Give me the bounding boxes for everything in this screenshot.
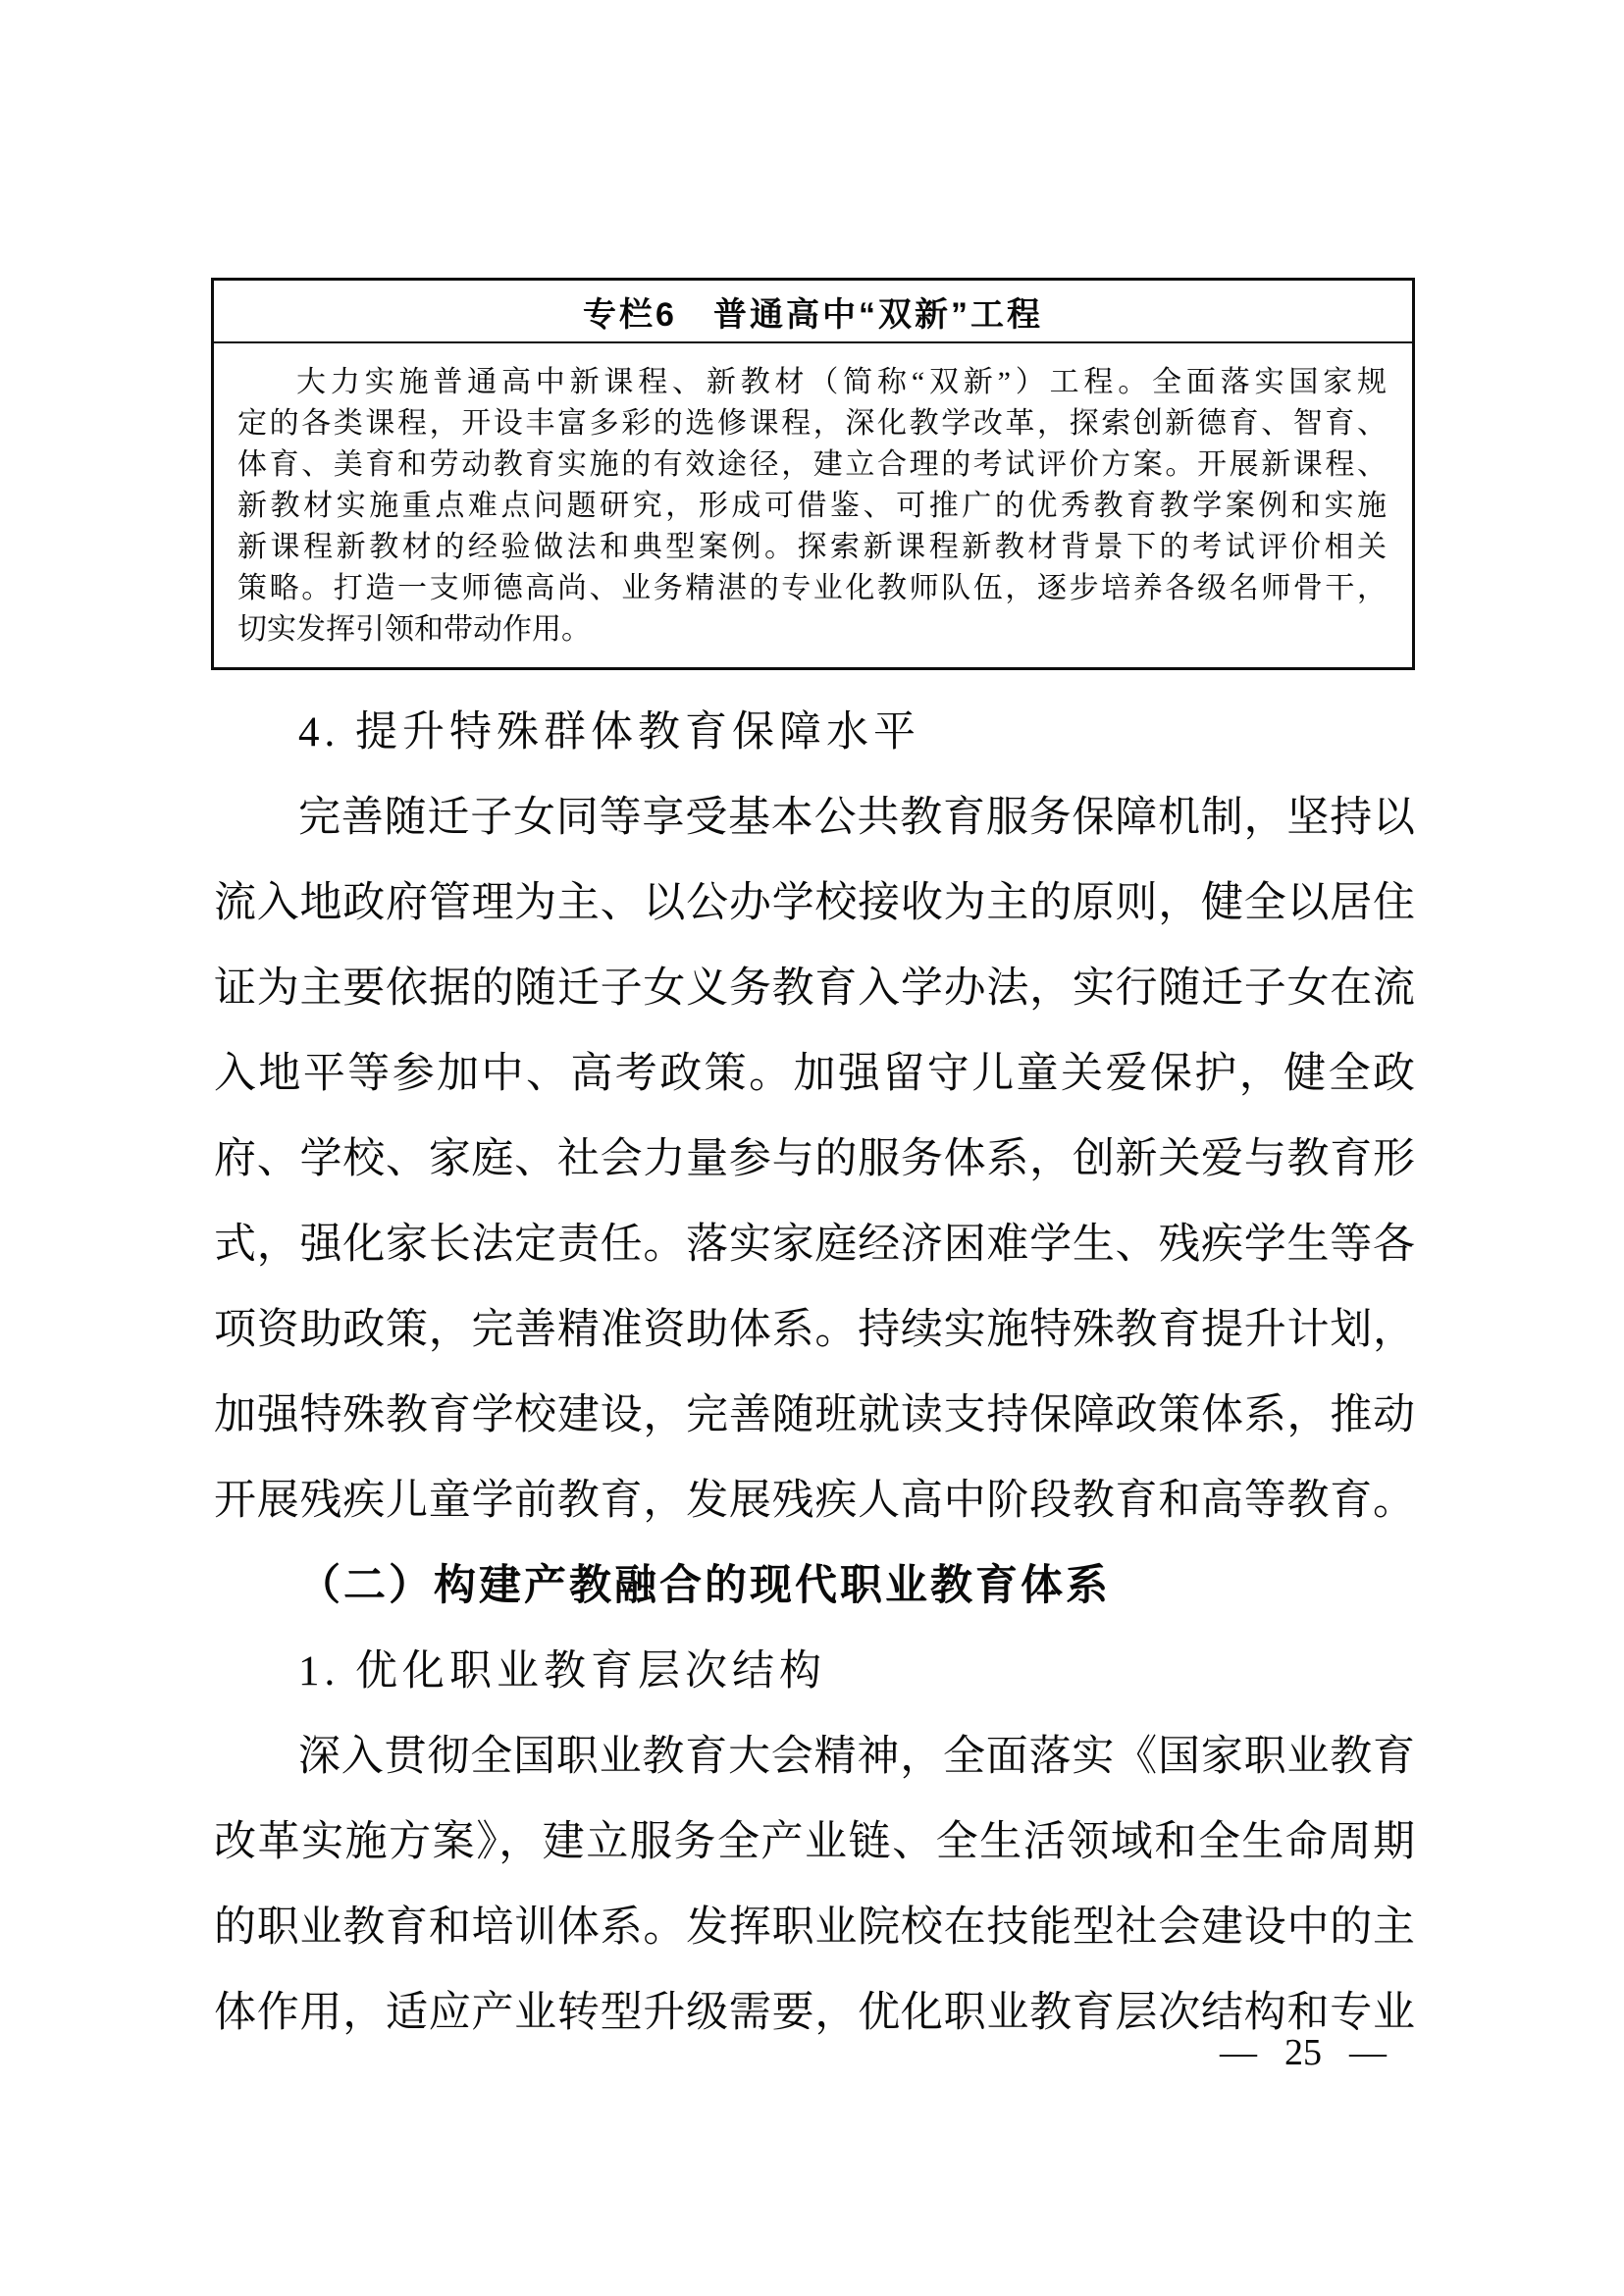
text-line: 的职业教育和培训体系。发挥职业院校在技能型社会建设中的主 [214,1905,1415,1951]
text-line: 新课程新教材的经验做法和典型案例。探索新课程新教材背景下的考试评价相关 [237,531,1387,563]
subsection-heading: 1. 优化职业教育层次结构 [298,1648,826,1695]
text-line: 策略。打造一支师德高尚、业务精湛的专业化教师队伍，逐步培养各级名师骨干， [237,572,1387,604]
page-number-dash-right: — [1349,2032,1387,2073]
text-line: 流入地政府管理为主、以公办学校接收为主的原则，健全以居住 [214,880,1415,926]
column-box-body [214,343,1412,651]
body-text [214,690,1415,2056]
text-line: 项资助政策，完善精准资助体系。持续实施特殊教育提升计划， [214,1307,1415,1353]
text-line: 体作用，适应产业转型升级需要，优化职业教育层次结构和专业 [214,1990,1415,2036]
text-line: 体育、美育和劳动教育实施的有效途径，建立合理的考试评价方案。开展新课程、 [237,448,1387,481]
text-line: 完善随迁子女同等享受基本公共教育服务保障机制，坚持以 [298,795,1415,841]
text-line: 新教材实施重点难点问题研究，形成可借鉴、可推广的优秀教育教学案例和实施 [237,490,1387,522]
page-number [1220,2029,1387,2076]
page-number-value: 25 [1284,2032,1322,2073]
subsection-heading: 4. 提升特殊群体教育保障水平 [298,709,920,756]
text-line: 府、学校、家庭、社会力量参与的服务体系，创新关爱与教育形 [214,1136,1415,1182]
column-box-title: 专栏6 普通高中“双新”工程 [214,281,1412,343]
text-line: 大力实施普通高中新课程、新教材（简称“双新”）工程。全面落实国家规 [296,366,1387,398]
text-line: 证为主要依据的随迁子女义务教育入学办法，实行随迁子女在流 [214,965,1415,1012]
text-line: 深入贯彻全国职业教育大会精神，全面落实《国家职业教育 [298,1734,1415,1780]
text-line: 切实发挥引领和带动作用。 [237,613,591,646]
text-line: 定的各类课程，开设丰富多彩的选修课程，深化教学改革，探索创新德育、智育、 [237,407,1387,440]
section-heading: （二）构建产教融合的现代职业教育体系 [298,1563,1111,1609]
text-line: 开展残疾儿童学前教育，发展残疾人高中阶段教育和高等教育。 [214,1478,1415,1524]
text-line: 入地平等参加中、高考政策。加强留守儿童关爱保护，健全政 [214,1051,1415,1097]
text-line: 加强特殊教育学校建设，完善随班就读支持保障政策体系，推动 [214,1392,1415,1438]
text-line: 改革实施方案》，建立服务全产业链、全生活领域和全生命周期 [214,1819,1415,1865]
page-number-dash-left: — [1220,2032,1257,2073]
text-line: 式，强化家长法定责任。落实家庭经济困难学生、残疾学生等各 [214,1222,1415,1268]
column-box [211,278,1415,670]
